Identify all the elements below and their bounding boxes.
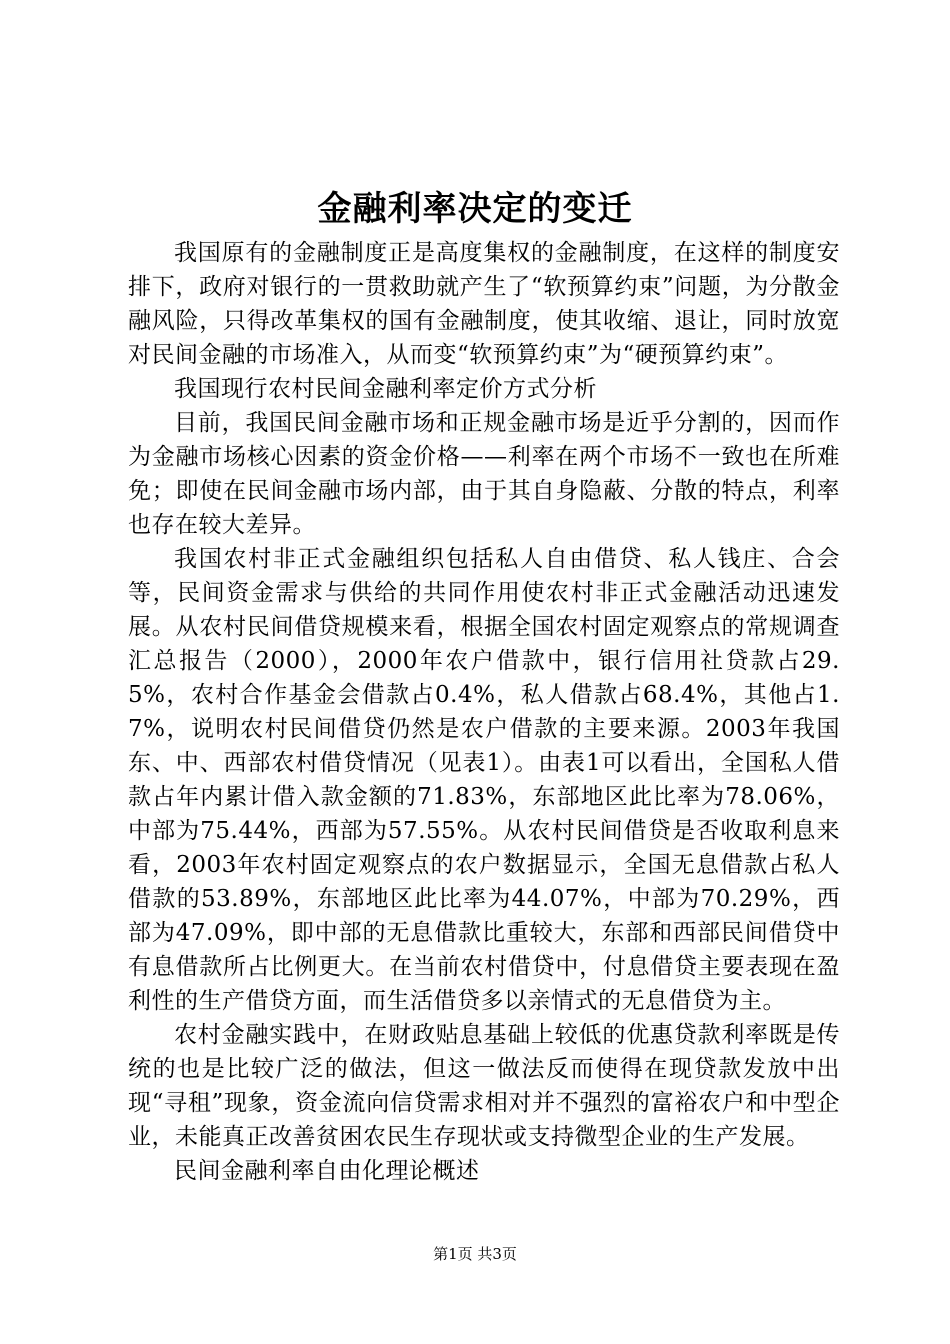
section-heading-liberalization-theory: 民间金融利率自由化理论概述: [174, 1158, 480, 1184]
paragraph-financial-system: 我国原有的金融制度正是高度集权的金融制度，在这样的制度安排下，政府对银行的一贯救助就产生了“软预算约束”问题，为分散金融风险，只得改革集权的国有金融制度，使其收缩、退让，同时放宽对民间金融的市场准入，从而变“软预算约束”为“硬预算约束”。: [128, 240, 840, 368]
document-title: 金融利率决定的变迁: [317, 189, 633, 229]
section-heading-rural-pricing: 我国现行农村民间金融利率定价方式分析: [174, 376, 597, 402]
page-footer: 第1页 共3页: [433, 1245, 517, 1263]
document-body: [128, 236, 840, 1188]
paragraph-market-segmentation: 目前，我国民间金融市场和正规金融市场是近乎分割的，因而作为金融市场核心因素的资金价格——利率在两个市场不一致也在所难免；即使在民间金融市场内部，由于其自身隐蔽、分散的特点，利率也存在较大差异。: [128, 410, 840, 538]
paragraph-subsidized-rates: 农村金融实践中，在财政贴息基础上较低的优惠贷款利率既是传统的也是比较广泛的做法，但这一做法反而使得在现贷款发放中出现“寻租”现象，资金流向信贷需求相对并不强烈的富裕农户和中型企业，未能真正改善贫困农民生存现状或支持微型企业的生产发展。: [128, 1022, 840, 1150]
paragraph-rural-lending-statistics: 我国农村非正式金融组织包括私人自由借贷、私人钱庄、合会等，民间资金需求与供给的共同作用使农村非正式金融活动迅速发展。从农村民间借贷规模来看，根据全国农村固定观察点的常规调查汇总报告（2000），2000年农户借款中，银行信用社贷款占29.5%，农村合作基金会借款占0.4%，私人借款占68.4%，其他占1.7%，说明农村民间借贷仍然是农户借款的主要来源。2003年我国东、中、西部农村借贷情况（见表1）。由表1可以看出，全国私人借款占年内累计借入款金额的71.83%，东部地区此比率为78.06%，中部为75.44%，西部为57.55%。从农村民间借贷是否收取利息来看，2003年农村固定观察点的农户数据显示，全国无息借款占私人借款的53.89%，东部地区此比率为44.07%，中部为70.29%，西部为47.09%，即中部的无息借款比重较大，东部和西部民间借贷中有息借款所占比例更大。在当前农村借贷中，付息借贷主要表现在盈利性的生产借贷方面，而生活借贷多以亲情式的无息借贷为主。: [128, 546, 840, 1014]
